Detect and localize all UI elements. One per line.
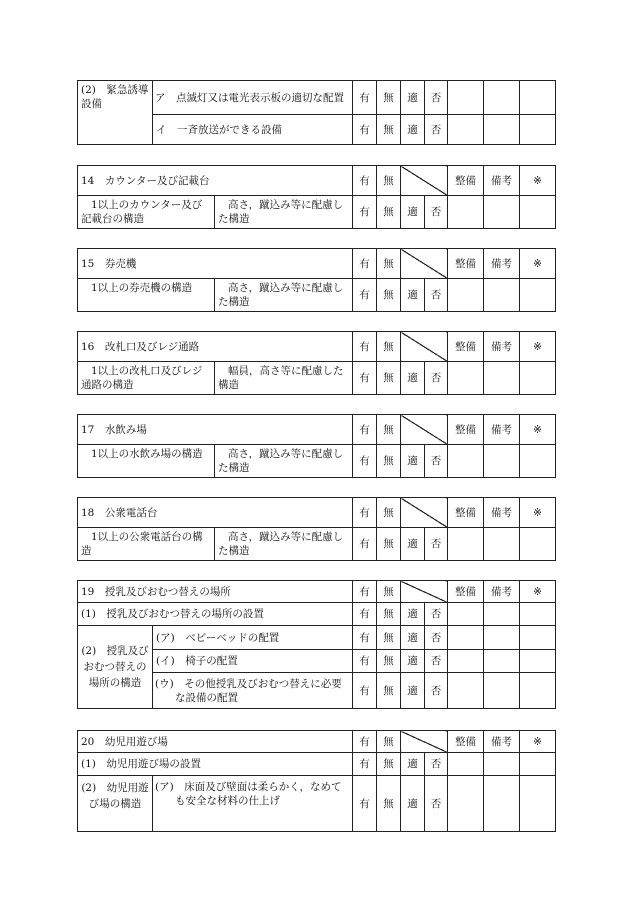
diagonal-cell xyxy=(401,166,448,196)
maintenance-cell[interactable] xyxy=(448,528,484,561)
table-sec15 xyxy=(77,248,556,312)
check-ok[interactable]: 適 xyxy=(401,650,425,673)
check-no[interactable]: 無 xyxy=(377,603,401,626)
item-text: 高さ，蹴込み等に配慮した構造 xyxy=(215,196,353,229)
item-text: 高さ，蹴込み等に配慮した構造 xyxy=(215,528,353,561)
header-mark: ※ xyxy=(520,415,556,445)
header-maintenance: 整備 xyxy=(448,415,484,445)
section-no[interactable]: 無 xyxy=(377,731,401,753)
remarks-cell[interactable] xyxy=(484,115,520,145)
section-yes[interactable]: 有 xyxy=(353,731,377,753)
header-mark: ※ xyxy=(520,249,556,279)
check-yes[interactable]: 有 xyxy=(353,528,377,561)
diagonal-cell xyxy=(401,498,448,528)
section-yes[interactable]: 有 xyxy=(353,415,377,445)
item-text: イ 一斉放送ができる設備 xyxy=(153,115,353,145)
header-remarks: 備考 xyxy=(484,166,520,196)
check-no[interactable]: 無 xyxy=(377,650,401,673)
section-yes[interactable]: 有 xyxy=(353,581,377,603)
check-ok[interactable]: 適 xyxy=(401,673,425,709)
check-ng[interactable]: 否 xyxy=(425,445,448,478)
mark-cell[interactable] xyxy=(520,196,556,229)
header-remarks: 備考 xyxy=(484,498,520,528)
header-maintenance: 整備 xyxy=(448,332,484,362)
row-label: 1以上の改札口及びレジ通路の構造 xyxy=(78,362,215,395)
check-no[interactable]: 無 xyxy=(377,528,401,561)
item-text: (ア) 床面及び壁面は柔らかく，なめても安全な材料の仕上げ xyxy=(153,776,353,832)
section-no[interactable]: 無 xyxy=(377,581,401,603)
remarks-cell[interactable] xyxy=(484,603,520,626)
check-no[interactable]: 無 xyxy=(377,673,401,709)
table-sec20 xyxy=(77,730,556,832)
check-ok[interactable]: 適 xyxy=(401,445,425,478)
mark-cell[interactable] xyxy=(520,81,556,115)
check-ok[interactable]: 適 xyxy=(401,528,425,561)
maintenance-cell[interactable] xyxy=(448,115,484,145)
remarks-cell[interactable] xyxy=(484,626,520,650)
maintenance-cell[interactable] xyxy=(448,362,484,395)
check-ng[interactable]: 否 xyxy=(425,776,448,832)
row-label: 1以上の公衆電話台の構造 xyxy=(78,528,215,561)
mark-cell[interactable] xyxy=(520,603,556,626)
check-no[interactable]: 無 xyxy=(377,626,401,650)
header-remarks: 備考 xyxy=(484,581,520,603)
check-ok[interactable]: 適 xyxy=(401,279,425,312)
header-mark: ※ xyxy=(520,332,556,362)
mark-cell[interactable] xyxy=(520,445,556,478)
check-ok[interactable]: 適 xyxy=(401,362,425,395)
check-yes[interactable]: 有 xyxy=(353,196,377,229)
mark-cell[interactable] xyxy=(520,279,556,312)
check-ng[interactable]: 否 xyxy=(425,196,448,229)
item-text: 高さ，蹴込み等に配慮した構造 xyxy=(215,279,353,312)
header-mark: ※ xyxy=(520,731,556,753)
header-maintenance: 整備 xyxy=(448,166,484,196)
table-sec18 xyxy=(77,497,556,561)
item-text: 高さ，蹴込み等に配慮した構造 xyxy=(215,445,353,478)
check-no[interactable]: 無 xyxy=(377,115,401,145)
mark-cell[interactable] xyxy=(520,673,556,709)
nursing-structure-label: (2) 授乳及びおむつ替えの場所の構造 xyxy=(78,626,153,709)
check-no[interactable]: 無 xyxy=(377,445,401,478)
check-ok[interactable]: 適 xyxy=(401,603,425,626)
check-no[interactable]: 無 xyxy=(377,362,401,395)
check-yes[interactable]: 有 xyxy=(353,445,377,478)
header-mark: ※ xyxy=(520,166,556,196)
check-yes[interactable]: 有 xyxy=(353,115,377,145)
check-yes[interactable]: 有 xyxy=(353,362,377,395)
section-title: 16 改札口及びレジ通路 xyxy=(78,332,353,362)
header-remarks: 備考 xyxy=(484,332,520,362)
section-no[interactable]: 無 xyxy=(377,415,401,445)
section-yes[interactable]: 有 xyxy=(353,249,377,279)
section-yes[interactable]: 有 xyxy=(353,166,377,196)
header-remarks: 備考 xyxy=(484,731,520,753)
row-label: 1以上の水飲み場の構造 xyxy=(78,445,215,478)
check-ok[interactable]: 適 xyxy=(401,753,425,776)
section-title: 19 授乳及びおむつ替えの場所 xyxy=(78,581,353,603)
diagonal-cell xyxy=(401,249,448,279)
mark-cell[interactable] xyxy=(520,115,556,145)
remarks-cell[interactable] xyxy=(484,196,520,229)
check-no[interactable]: 無 xyxy=(377,753,401,776)
mark-cell[interactable] xyxy=(520,753,556,776)
remarks-cell[interactable] xyxy=(484,776,520,832)
maintenance-cell[interactable] xyxy=(448,279,484,312)
table-sec13-cont xyxy=(77,80,556,145)
section-title: 20 幼児用遊び場 xyxy=(78,731,353,753)
emergency-guidance-label: (2) 緊急誘導設備 xyxy=(78,81,153,145)
check-yes[interactable]: 有 xyxy=(353,279,377,312)
check-ng[interactable]: 否 xyxy=(425,673,448,709)
mark-cell[interactable] xyxy=(520,528,556,561)
table-sec19 xyxy=(77,580,556,709)
check-ng[interactable]: 否 xyxy=(425,753,448,776)
section-yes[interactable]: 有 xyxy=(353,332,377,362)
item-text: ア 点滅灯又は電光表示板の適切な配置 xyxy=(153,81,353,115)
check-ok[interactable]: 適 xyxy=(401,115,425,145)
remarks-cell[interactable] xyxy=(484,279,520,312)
maintenance-cell[interactable] xyxy=(448,673,484,709)
check-ok[interactable]: 適 xyxy=(401,776,425,832)
section-title: 17 水飲み場 xyxy=(78,415,353,445)
check-yes[interactable]: 有 xyxy=(353,603,377,626)
maintenance-cell[interactable] xyxy=(448,196,484,229)
table-sec16 xyxy=(77,331,556,395)
remarks-cell[interactable] xyxy=(484,753,520,776)
check-ng[interactable]: 否 xyxy=(425,279,448,312)
mark-cell[interactable] xyxy=(520,626,556,650)
check-yes[interactable]: 有 xyxy=(353,626,377,650)
maintenance-cell[interactable] xyxy=(448,650,484,673)
maintenance-cell[interactable] xyxy=(448,445,484,478)
header-remarks: 備考 xyxy=(484,249,520,279)
mark-cell[interactable] xyxy=(520,362,556,395)
check-ng[interactable]: 否 xyxy=(425,81,448,115)
diagonal-cell xyxy=(401,731,448,753)
row-label: (1) 幼児用遊び場の設置 xyxy=(78,753,353,776)
check-no[interactable]: 無 xyxy=(377,776,401,832)
section-title: 15 券売機 xyxy=(78,249,353,279)
remarks-cell[interactable] xyxy=(484,362,520,395)
diagonal-cell xyxy=(401,332,448,362)
mark-cell[interactable] xyxy=(520,650,556,673)
table-sec17 xyxy=(77,414,556,478)
check-no[interactable]: 無 xyxy=(377,279,401,312)
item-text: (ウ) その他授乳及びおむつ替えに必要な設備の配置 xyxy=(153,673,353,709)
section-no[interactable]: 無 xyxy=(377,249,401,279)
table-sec14 xyxy=(77,165,556,229)
diagonal-cell xyxy=(401,581,448,603)
check-yes[interactable]: 有 xyxy=(353,673,377,709)
check-ok[interactable]: 適 xyxy=(401,81,425,115)
check-ng[interactable]: 否 xyxy=(425,362,448,395)
header-maintenance: 整備 xyxy=(448,581,484,603)
section-title: 18 公衆電話台 xyxy=(78,498,353,528)
check-ok[interactable]: 適 xyxy=(401,196,425,229)
remarks-cell[interactable] xyxy=(484,673,520,709)
item-text: 幅員，高さ等に配慮した構造 xyxy=(215,362,353,395)
row-label: (1) 授乳及びおむつ替えの場所の設置 xyxy=(78,603,353,626)
item-text: (イ) 椅子の配置 xyxy=(153,650,353,673)
maintenance-cell[interactable] xyxy=(448,603,484,626)
header-mark: ※ xyxy=(520,581,556,603)
check-ng[interactable]: 否 xyxy=(425,115,448,145)
maintenance-cell[interactable] xyxy=(448,753,484,776)
header-remarks: 備考 xyxy=(484,415,520,445)
check-ng[interactable]: 否 xyxy=(425,528,448,561)
section-title: 14 カウンター及び記載台 xyxy=(78,166,353,196)
section-no[interactable]: 無 xyxy=(377,332,401,362)
check-ng[interactable]: 否 xyxy=(425,650,448,673)
row-label: 1以上の券売機の構造 xyxy=(78,279,215,312)
check-yes[interactable]: 有 xyxy=(353,650,377,673)
header-maintenance: 整備 xyxy=(448,731,484,753)
check-no[interactable]: 無 xyxy=(377,196,401,229)
section-no[interactable]: 無 xyxy=(377,498,401,528)
maintenance-cell[interactable] xyxy=(448,776,484,832)
section-no[interactable]: 無 xyxy=(377,166,401,196)
header-mark: ※ xyxy=(520,498,556,528)
row-label: 1以上のカウンター及び記載台の構造 xyxy=(78,196,215,229)
mark-cell[interactable] xyxy=(520,776,556,832)
header-maintenance: 整備 xyxy=(448,498,484,528)
check-ng[interactable]: 否 xyxy=(425,603,448,626)
header-maintenance: 整備 xyxy=(448,249,484,279)
check-yes[interactable]: 有 xyxy=(353,776,377,832)
check-yes[interactable]: 有 xyxy=(353,753,377,776)
remarks-cell[interactable] xyxy=(484,81,520,115)
play-area-structure-label: (2) 幼児用遊び場の構造 xyxy=(78,776,153,832)
section-yes[interactable]: 有 xyxy=(353,498,377,528)
maintenance-cell[interactable] xyxy=(448,626,484,650)
remarks-cell[interactable] xyxy=(484,650,520,673)
remarks-cell[interactable] xyxy=(484,528,520,561)
item-text: (ア) ベビーベッドの配置 xyxy=(153,626,353,650)
check-ng[interactable]: 否 xyxy=(425,626,448,650)
maintenance-cell[interactable] xyxy=(448,81,484,115)
check-ok[interactable]: 適 xyxy=(401,626,425,650)
check-no[interactable]: 無 xyxy=(377,81,401,115)
check-yes[interactable]: 有 xyxy=(353,81,377,115)
diagonal-cell xyxy=(401,415,448,445)
remarks-cell[interactable] xyxy=(484,445,520,478)
